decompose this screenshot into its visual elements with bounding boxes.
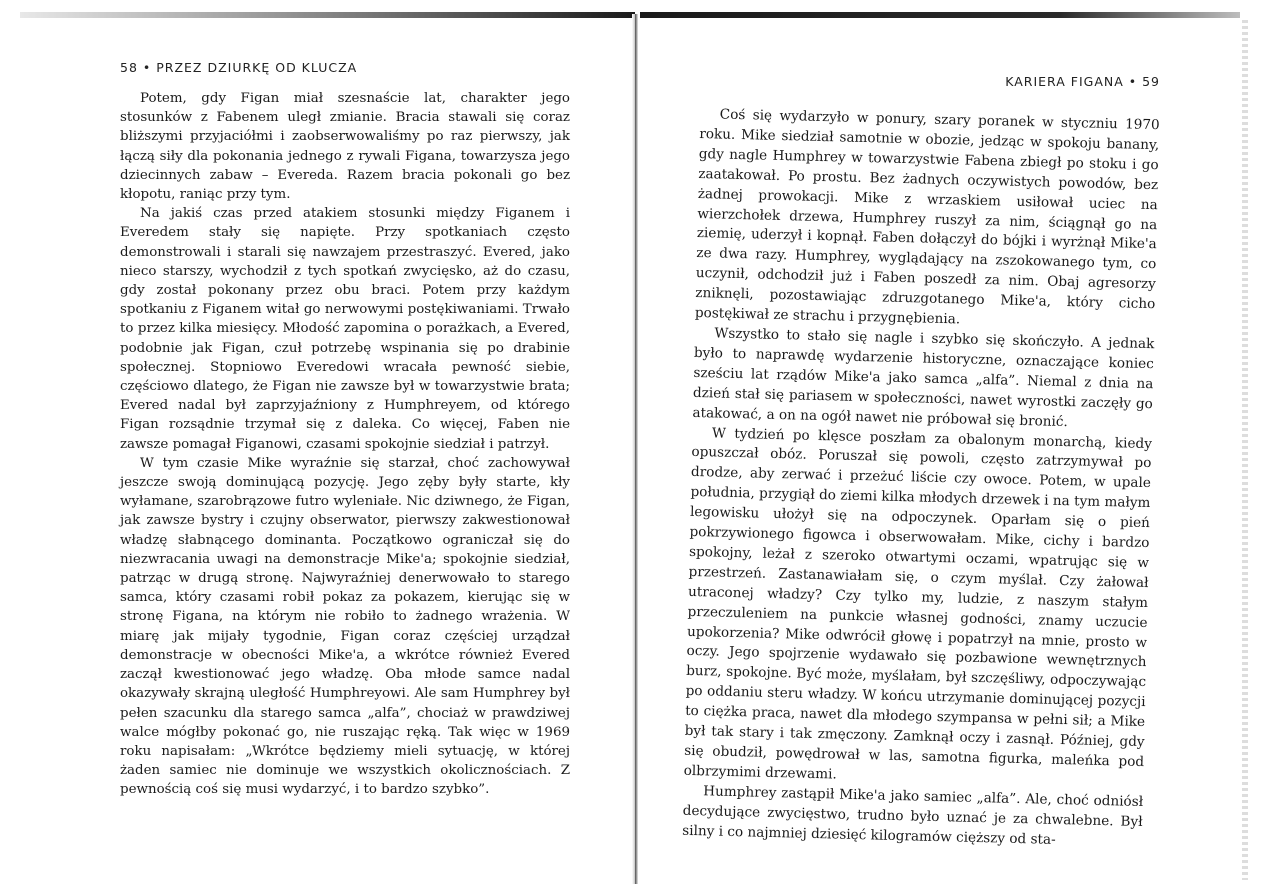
book-gutter bbox=[632, 14, 638, 884]
scan-edge-top-right bbox=[640, 12, 1240, 18]
right-page-body bbox=[682, 105, 1160, 853]
page-edge-right bbox=[1242, 20, 1248, 880]
paragraph: W tym czasie Mike wyraźnie się starzał, choć zachowywał jeszcze swoją dominującą pozycję. Jego zęby były starte, kły wyłamane, szarobrązowe futro wyleniałe. Nic dziwnego, że Figan, jak zawsze bystry i czujny obserwator, pierwszy zakwestionował władzę słabnącego dominanta. Początkowo ograniczał się do niezwracania uwagi na demonstracje Mike'a; spokojnie siedział, patrząc w drugą stronę. Najwyraźniej denerwowało to starego samca, który czasami robił pokaz za pokazem, kierując się w stronę Figana, na którym nie robiło to żadnego wrażenia. W miarę jak mijały tygodnie, Figan coraz częściej urządzał demonstracje w obecności Mike'a, a wkrótce również Evered zaczął kwestionować jego władzę. Oba młode samce nadal okazywały skrajną uległość Humphreyowi. Ale sam Humphrey był pełen szacunku dla starego samca „alfa”, chociaż w prawdziwej walce mógłby pokonać go, nie ruszając ręką. Tak więc w 1969 roku napisałam: „Wkrótce będziemy mieli sytuację, w której żaden samiec nie dominuje we wszystkich okolicznościach. Z pewnością coś się musi wydarzyć, i to bardzo szybko”. bbox=[120, 455, 570, 798]
paragraph: Wszystko to stało się nagle i szybko się skończyło. A jednak było to naprawdę wydarzenie historyczne, oznaczające koniec sześciu lat rządów Mike'a jako samca „alfa”. Niemal z dnia na dzień stał się pariasem w społeczności, nawet wyrostki zaczęły go atakować, a on na ogół nawet nie próbował się bronić. bbox=[692, 325, 1155, 430]
paragraph: Humphrey zastąpił Mike'a jako samiec „alfa”. Ale, choć odniósł decydujące zwycięstwo, trudno było uznać je za chwalebne. Był silny i co najmniej dziesięć kilogramów cięższy od sta- bbox=[682, 783, 1144, 848]
left-page bbox=[120, 60, 570, 800]
paragraph: Potem, gdy Figan miał szesnaście lat, charakter jego stosunków z Fabenem uległ zmianie. Bracia stawali się coraz bliższymi przyjaciółmi i zaobserwowaliśmy po raz pierwszy, jak łączą siły dla pokonania jednego z rywali Figana, towarzysza jego dziecinnych zabaw – Evereda. Razem bracia pokonali go bez kłopotu, raniąc przy tym. bbox=[120, 91, 570, 203]
scan-edge-top-left bbox=[20, 12, 635, 18]
left-page-body bbox=[120, 89, 570, 800]
paragraph: Na jakiś czas przed atakiem stosunki między Figanem i Everedem stały się napięte. Przy spotkaniach często demonstrowali i starali się nawzajem przestraszyć. Evered, jako nieco starszy, wychodził z tych spotkań zwycięsko, aż do czasu, gdy został pokonany przez obu braci. Potem przy każdym spotkaniu z Figanem witał go nerwowymi postękiwaniami. Trwało to przez kilka miesięcy. Młodość zapomina o porażkach, a Evered, podobnie jak Figan, czuł potrzebę wspinania się po drabinie społecznej. Stopniowo Everedowi wracała pewność siebie, częściowo dlatego, że Figan nie zawsze był w towarzystwie brata; Evered nadal był zaprzyjaźniony z Humphreyem, od którego Figan rozsądnie trzymał się z daleka. Co więcej, Faben nie zawsze pomagał Figanowi, czasami spokojnie siedział i patrzył. bbox=[120, 206, 570, 452]
paragraph: W tydzień po klęsce poszłam za obalonym monarchą, kiedy opuszczał obóz. Poruszał się powoli, często zatrzymywał po drodze, aby zerwać i przeżuć liście czy owoce. Potem, w upale południa, przygiął do ziemi kilka młodych drzewek i na tym małym legowisku ułożył się na odpoczynek. Oparłam się o pień pokrzywionego figowca i obserwowałam. Mike, cichy i bardzo spokojny, leżał z szeroko otwartymi oczami, wpatrując się w przestrzeń. Zastanawiałam się, o czym myślał. Czy żałował utraconej władzy? Czy tylko my, ludzie, z naszym stałym przeczuleniem na punkcie własnej godności, znamy uczucie upokorzenia? Mike odwrócił głowę i popatrzył na mnie, prosto w oczy. Jego spojrzenie wydawało się pozbawione wewnętrznych burz, spokojne. Być może, myślałam, był szczęśliwy, odpoczywając po oddaniu steru władzy. W końcu utrzymanie dominującej pozycji to ciężka praca, nawet dla młodego szympansa w pełni sił; a Mike był tak stary i tak zmęczony. Zamknął oczy i zasnął. Później, gdy się obudził, powędrował w las, samotna figurka, maleńka pod olbrzymimi drzewami. bbox=[683, 424, 1153, 783]
right-running-header: KARIERA FIGANA • 59 bbox=[1005, 74, 1160, 89]
right-page bbox=[682, 74, 1160, 848]
left-running-header: 58 • PRZEZ DZIURKĘ OD KLUCZA bbox=[120, 60, 358, 75]
paragraph: Coś się wydarzyło w ponury, szary poranek w styczniu 1970 roku. Mike siedział samotnie w obozie, jedząc w spokoju banany, gdy nagle Humphrey w towarzystwie Fabena zbiegł po stoku i go zaatakował. Po prostu. Bez żadnych oczywistych powodów, bez żadnej prowokacji. Mike z wrzaskiem usiłował uciec na wierzchołek drzewa, Humphrey ruszył za nim, ściągnął go na ziemię, uderzył i kopnął. Faben dołączył do bójki i wyrżnął Mike'a ze dwa razy. Humphrey, wyglądający na zszokowanego tym, co uczynił, odchodził już i Faben poszedł za nim. Obaj agresorzy zniknęli, pozostawiając zdruzgotanego Mike'a, który cicho postękiwał ze strachu i przygnębienia. bbox=[694, 106, 1160, 328]
